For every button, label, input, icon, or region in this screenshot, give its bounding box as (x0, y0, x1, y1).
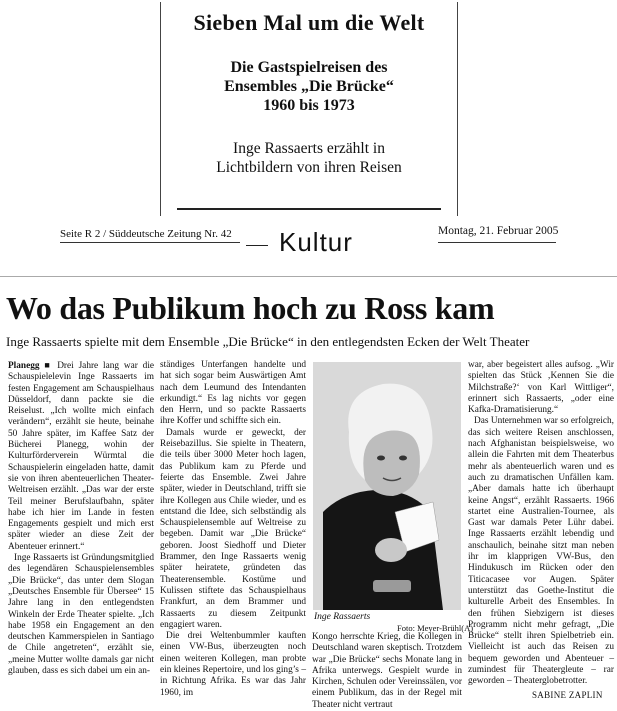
article-column-2 (160, 360, 306, 699)
article-paragraph: Inge Rassaerts ist Gründungsmitglied des legendären Schauspielensembles „Die Brücke“, das unter dem Slogan „Deutsches Ensemble für Übersee“ 15 Jahre lang in den entlegendsten Winkeln der Erde Theater spielte. „Ich habe 1958 ein Engagement an den deutschen Kammerspielen in Santiago de Chile angetreten“, erzählt sie, „meine Mutter wollte damals gar nicht glauben, dass es sich dabei um ein an- (8, 553, 154, 677)
photo-credit: Foto: Meyer-Brühl(A) (397, 623, 474, 633)
article-column-4 (468, 360, 614, 688)
clipping-title: Sieben Mal um die Welt (193, 10, 425, 35)
header-clipping (160, 2, 458, 216)
clipping-subtitle-line: Die Gastspielreisen des (230, 59, 388, 76)
masthead-dash (246, 245, 268, 246)
issue-date: Montag, 21. Februar 2005 (438, 225, 559, 237)
clipping-subtitle-line: 1960 bis 1973 (263, 97, 355, 114)
photo-caption: Inge Rassaerts (314, 612, 371, 622)
article-paragraph: Damals wurde er geweckt, der Reisebazillus. Sie spielte in Theatern, die teils über 3000 Meter hoch lagen, das Publikum kam zu Pferde und feierte das Ensemble. Zwei Jahre später, wieder in Deutschland, trifft sie ihre Kollegen aus Chile wieder, und es entstand die Idee, sich selbständig als Schauspielensemble auf Weltreise zu begeben. Damit war „Die Brücke“ geboren. Joost Siedhoff und Dieter Brammer, den Inge Rassaerts wenig später heiratete, gründeten das Theaterensemble. Kostüme und Kulissen stiftete das Schauspielhaus Frankfurt, an dem Brammer und Rassaerts zu diesem Zeitpunkt engagiert waren. (160, 427, 306, 630)
clipping-subtitle (161, 58, 457, 115)
article-headline: Wo das Publikum hoch zu Ross kam (6, 290, 495, 326)
author-byline: SABINE ZAPLIN (532, 690, 603, 700)
article-paragraph: Das Unternehmen war so erfolgreich, das sich weitere Reisen anschlossen, nach Afghanistan beispielsweise, wo allein die Fahrten mit dem Theaterbus mehr als abenteuerlich waren und es auch zu dramatischen Unfällen kam. „Aber damals hatte ich überhaupt keine Angst“, erzählt Rassaerts. 1966 startet eine Australien-Tournee, als Gast war damals Peter Lühr dabei. Inge Rassaerts erzählt lebendig und anschaulich, beinahe sitzt man neben ihr im klapprigen VW-Bus, den Hindukusch im Rücken oder den Titicacasee vor Augen. Später unterstützt das Goethe-Institut die kulturelle Arbeit des Ensembles. In den frühen Siebzigern ist dieses Programm nicht mehr gefragt, „Die Brücke“ stellt ihren Spielbetrieb ein. Vielleicht ist auch das Reisen zu bequem geworden und Abenteuer – zumindest für Theatergleute – rar geworden – Theaterglobetrotter. (468, 416, 614, 687)
article-paragraph (8, 360, 154, 553)
clipping-subtitle-line: Ensembles „Die Brücke“ (224, 78, 394, 95)
dateline-bullet: ■ (44, 360, 53, 370)
article-column-3 (312, 632, 462, 711)
dateline-place: Planegg (8, 361, 40, 371)
section-title: Kultur (279, 227, 353, 257)
clipping-underline (177, 208, 441, 210)
article-paragraph: Die drei Weltenbummler kauften einen VW-Bus, überzeugten noch einen weiteren Kollegen, man probte ein kleines Repertoire, und los ging’s – in Richtung Afrika. Es war das Jahr 1960, im (160, 631, 306, 698)
article-paragraph: ständiges Unterfangen handelte und hat sich sogar beim Auswärtigen Amt nach dem Leumund des Intendanten erkundigt.“ Es lag nichts vor gegen den Herrn, und so packte Rassaerts ihre Koffer und schiffte sich ein. (160, 360, 306, 427)
article-subheadline: Inge Rassaerts spielte mit dem Ensemble „Die Brücke“ in den entlegendsten Ecken der Welt Theater (6, 334, 530, 349)
clipping-edge (0, 276, 617, 277)
clipping-description-line: Inge Rassaerts erzählt in (233, 140, 385, 157)
page-reference: Seite R 2 / Süddeutsche Zeitung Nr. 42 (60, 228, 232, 240)
clipping-description-line: Lichtbildern von ihren Reisen (216, 159, 402, 176)
paragraph-text: Drei Jahre lang war die Schauspielelevin Inge Rassaerts im festen Engagement am Schauspielhaus Düsseldorf, dann packte sie die Reiselust. „Ich wollte mich einfach verändern“, erzählt sie heute, beinahe 50 Jahre später, im Kaffee Satz der Bücherei Planegg, wohin der Kulturförderverein Würmtal die Schauspielerin eingeladen hatte, damit sie von ihren abenteuerlichen Theater-Weltreisen erzählt. „Das war der erste Teil meiner Berufslaufbahn, später habe ich hier im Lande in festen Engagements gespielt und mich erst später wieder an diese Zeit der Abenteuer erinnert.“ (8, 361, 155, 552)
masthead-rule-left (60, 242, 240, 243)
portrait-illustration (313, 362, 461, 610)
masthead-rule-right (438, 242, 556, 243)
portrait-photo (313, 362, 461, 610)
article-paragraph: Kongo herrschte Krieg, die Kollegen in Deutschland waren skeptisch. Trotzdem war „Die Brücke“ sechs Monate lang in Afrika unterwegs. Gespielt wurde in Kirchen, Schulen oder Vereinssälen, vor einem Publikum, das in der Regel mit Theater nicht vertraut (312, 632, 462, 710)
clipping-description (161, 139, 457, 177)
article-paragraph: war, aber begeistert alles aufsog. „Wir spielten das Stück ‚Kennen Sie die Milchstraße?‘ von Karl Wittliger“, erinnert sich Rassaerts, „oder eine Kafka-Dramatisierung.“ (468, 360, 614, 416)
article-column-1 (8, 360, 154, 677)
